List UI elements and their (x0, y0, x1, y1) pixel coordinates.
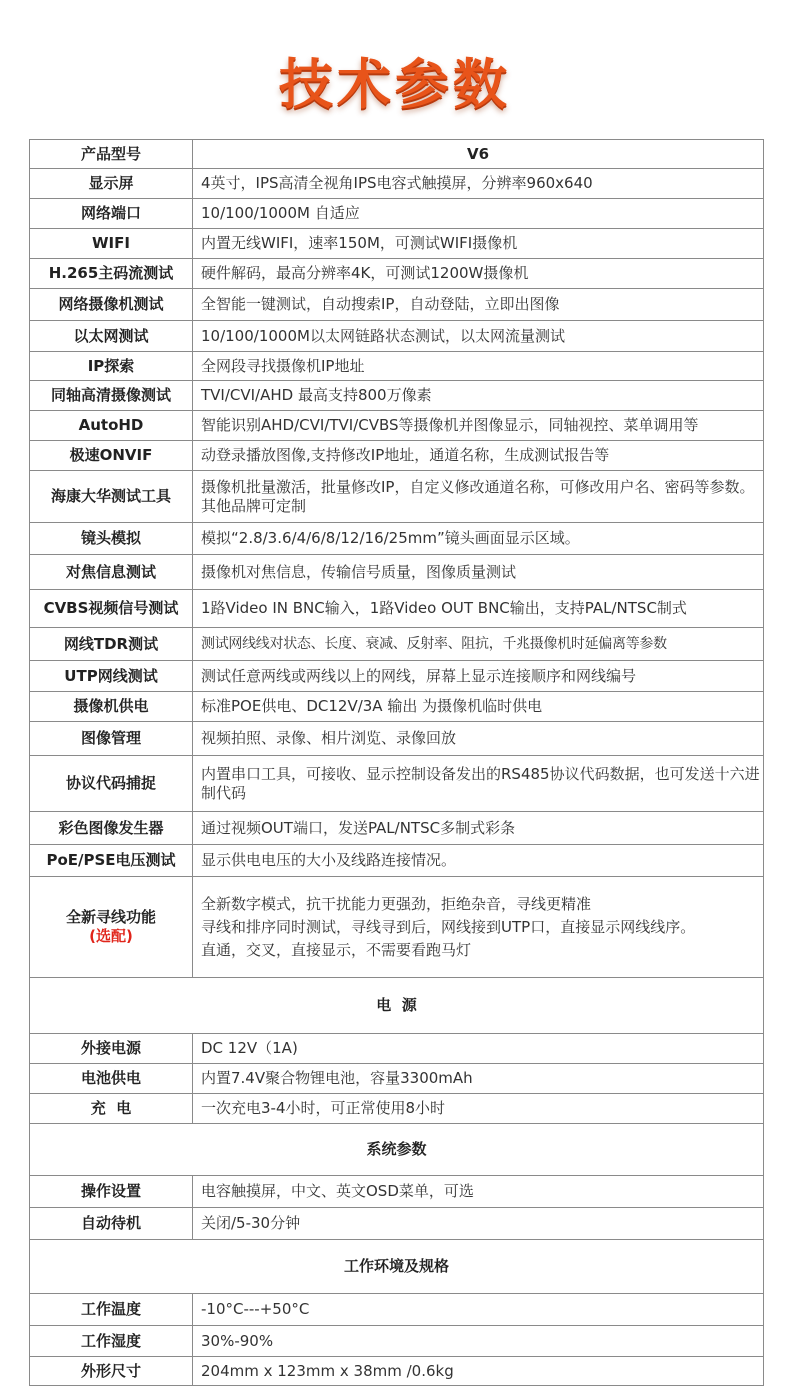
spec-row (30, 199, 764, 229)
spec-row (30, 692, 764, 722)
page-title: 技术参数 (279, 53, 511, 116)
spec-value: 视频拍照、录像、相片浏览、录像回放 (193, 722, 764, 756)
spec-row (30, 590, 764, 628)
spec-value: 10/100/1000M以太网链路状态测试，以太网流量测试 (193, 321, 764, 352)
spec-value: 4英寸，IPS高清全视角IPS电容式触摸屏，分辨率960x640 (193, 169, 764, 199)
spec-value: 硬件解码，最高分辨率4K，可测试1200W摄像机 (193, 259, 764, 289)
spec-label: 外形尺寸 (30, 1357, 193, 1386)
spec-label: IP探索 (30, 352, 193, 381)
header-label: 产品型号 (30, 140, 193, 169)
wire-tracking-line: 全新数字模式，抗干扰能力更强劲，拒绝杂音，寻线更精准 (201, 894, 592, 913)
spec-value: 测试任意两线或两线以上的网线，屏幕上显示连接顺序和网线编号 (193, 661, 764, 692)
spec-label: WIFI (30, 229, 193, 259)
spec-row (30, 471, 764, 523)
spec-value: 内置无线WIFI，速率150M，可测试WIFI摄像机 (193, 229, 764, 259)
spec-value: 智能识别AHD/CVI/TVI/CVBS等摄像机并图像显示，同轴视控、菜单调用等 (193, 411, 764, 441)
spec-value: DC 12V（1A) (193, 1034, 764, 1064)
spec-value: 关闭/5-30分钟 (193, 1208, 764, 1240)
section-title: 系统参数 (30, 1124, 764, 1176)
section-title: 工作环境及规格 (30, 1240, 764, 1294)
spec-row (30, 845, 764, 877)
spec-row (30, 756, 764, 812)
spec-value: 测试网线线对状态、长度、衰减、反射率、阻抗，千兆摄像机时延偏离等参数 (193, 628, 764, 661)
spec-label: PoE/PSE电压测试 (30, 845, 193, 877)
spec-label: 网线TDR测试 (30, 628, 193, 661)
spec-value: 204mm x 123mm x 38mm /0.6kg (193, 1357, 764, 1386)
spec-label: 自动待机 (30, 1208, 193, 1240)
spec-row (30, 523, 764, 555)
section-header-environment (30, 1240, 764, 1294)
spec-value: 全网段寻找摄像机IP地址 (193, 352, 764, 381)
spec-label: 镜头模拟 (30, 523, 193, 555)
spec-row (30, 169, 764, 199)
section-header-power (30, 978, 764, 1034)
spec-value: 30%-90% (193, 1326, 764, 1357)
spec-row (30, 555, 764, 590)
spec-label: 工作湿度 (30, 1326, 193, 1357)
spec-row (30, 381, 764, 411)
spec-value: 内置7.4V聚合物锂电池，容量3300mAh (193, 1064, 764, 1094)
section-header-system (30, 1124, 764, 1176)
spec-value: 10/100/1000M 自适应 (193, 199, 764, 229)
spec-row (30, 321, 764, 352)
spec-row (30, 411, 764, 441)
spec-label: CVBS视频信号测试 (30, 590, 193, 628)
spec-row (30, 628, 764, 661)
spec-label: 图像管理 (30, 722, 193, 756)
spec-row (30, 1326, 764, 1357)
spec-value: 1路Video IN BNC输入，1路Video OUT BNC输出，支持PAL/NTSC制式 (193, 590, 764, 628)
spec-row (30, 1094, 764, 1124)
spec-value: 显示供电电压的大小及线路连接情况。 (193, 845, 764, 877)
spec-label: 摄像机供电 (30, 692, 193, 722)
spec-value: 模拟“2.8/3.6/4/6/8/12/16/25mm”镜头画面显示区域。 (193, 523, 764, 555)
spec-value: 摄像机批量激活，批量修改IP，自定义修改通道名称，可修改用户名、密码等参数。其他品牌可定制 (193, 471, 764, 523)
spec-label: 同轴高清摄像测试 (30, 381, 193, 411)
spec-label: 协议代码捕捉 (30, 756, 193, 812)
spec-label: 以太网测试 (30, 321, 193, 352)
spec-value: 全智能一键测试，自动搜索IP，自动登陆，立即出图像 (193, 289, 764, 321)
optional-note: (选配) (89, 927, 133, 945)
wire-tracking-label-cell (30, 877, 193, 978)
wire-tracking-line: 寻线和排序同时测试，寻线寻到后，网线接到UTP口，直接显示网线线序。 (201, 917, 696, 936)
spec-label: 充 电 (30, 1094, 193, 1124)
wire-tracking-row (30, 877, 764, 978)
spec-value: 通过视频OUT端口，发送PAL/NTSC多制式彩条 (193, 812, 764, 845)
spec-row (30, 1208, 764, 1240)
spec-label: AutoHD (30, 411, 193, 441)
spec-row (30, 229, 764, 259)
spec-label: 网络摄像机测试 (30, 289, 193, 321)
header-value: V6 (193, 140, 764, 169)
spec-value: 电容触摸屏，中文、英文OSD菜单，可选 (193, 1176, 764, 1208)
spec-label: UTP网线测试 (30, 661, 193, 692)
spec-table (29, 139, 764, 1386)
section-title: 电 源 (30, 978, 764, 1034)
spec-row (30, 259, 764, 289)
spec-label: 操作设置 (30, 1176, 193, 1208)
spec-row (30, 661, 764, 692)
spec-label: 外接电源 (30, 1034, 193, 1064)
spec-label: 网络端口 (30, 199, 193, 229)
spec-row (30, 812, 764, 845)
spec-label: 海康大华测试工具 (30, 471, 193, 523)
wire-tracking-label: 全新寻线功能 (65, 908, 156, 926)
spec-value: 内置串口工具，可接收、显示控制设备发出的RS485协议代码数据，也可发送十六进制代码 (193, 756, 764, 812)
spec-value: -10°C---+50°C (193, 1294, 764, 1326)
spec-row (30, 1034, 764, 1064)
spec-row (30, 1064, 764, 1094)
spec-label: 工作温度 (30, 1294, 193, 1326)
spec-label: H.265主码流测试 (30, 259, 193, 289)
spec-label: 极速ONVIF (30, 441, 193, 471)
spec-value: 一次充电3-4小时，可正常使用8小时 (193, 1094, 764, 1124)
spec-row (30, 1357, 764, 1386)
spec-row (30, 352, 764, 381)
wire-tracking-line: 直通，交叉，直接显示，不需要看跑马灯 (201, 940, 472, 959)
spec-value: TVI/CVI/AHD 最高支持800万像素 (193, 381, 764, 411)
spec-value: 动登录播放图像,支持修改IP地址，通道名称，生成测试报告等 (193, 441, 764, 471)
spec-value: 摄像机对焦信息，传输信号质量，图像质量测试 (193, 555, 764, 590)
spec-row (30, 722, 764, 756)
spec-label: 电池供电 (30, 1064, 193, 1094)
spec-label: 显示屏 (30, 169, 193, 199)
spec-row (30, 441, 764, 471)
spec-label: 彩色图像发生器 (30, 812, 193, 845)
spec-label: 对焦信息测试 (30, 555, 193, 590)
spec-row (30, 289, 764, 321)
spec-row (30, 1294, 764, 1326)
wire-tracking-value (193, 877, 764, 978)
spec-row (30, 1176, 764, 1208)
header-row (30, 140, 764, 169)
spec-value: 标准POE供电、DC12V/3A 输出 为摄像机临时供电 (193, 692, 764, 722)
